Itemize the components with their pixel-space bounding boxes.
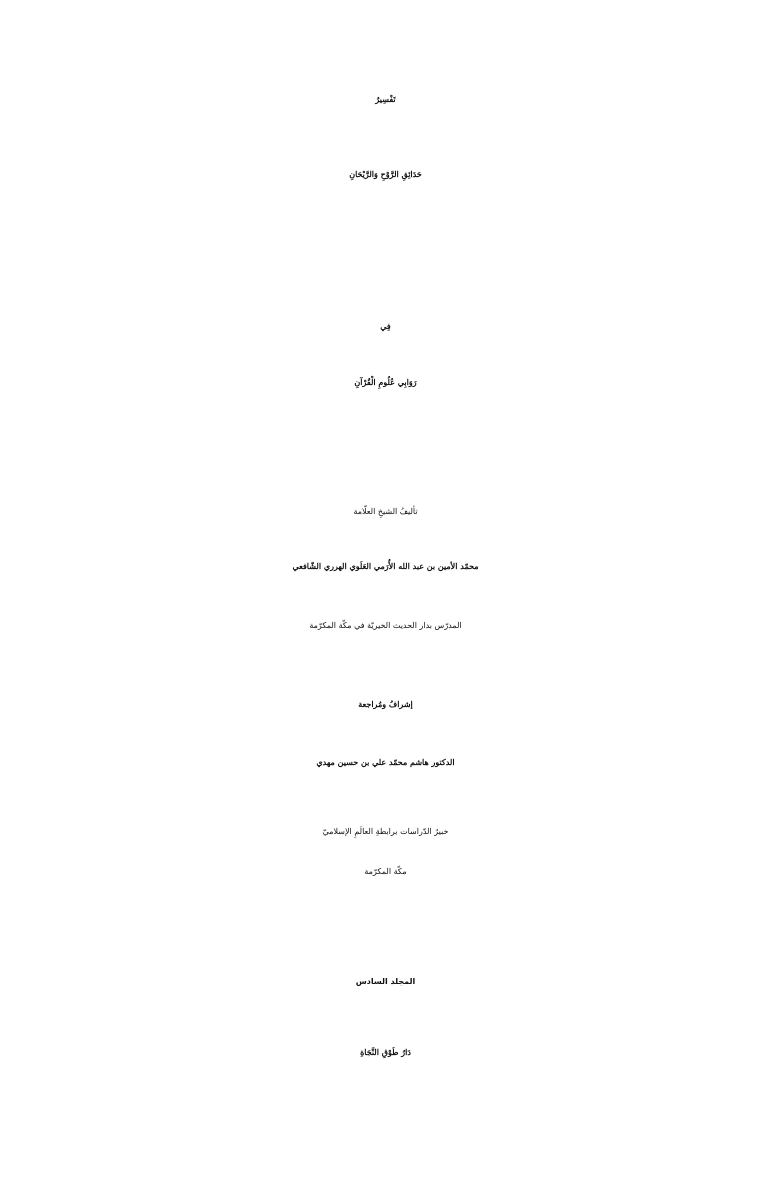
volume-label: المجلد السادس [355, 977, 416, 986]
reviewer-city: مكّة المكرّمة [364, 867, 407, 876]
reviewer-role: خبيرُ الدّراسات برابطةِ العالَمِ الإسلاميّ [322, 827, 449, 836]
author-name: محمّد الأمين بن عبد الله الأُرَمي العَلَوي الهرري الشّافعي [292, 561, 479, 571]
publisher-name: دَارُ طَوْقِ النَّجَاةِ [360, 1047, 411, 1057]
reviewer-name: الدكتور هاشم محمّد علي بن حسين مهدي [316, 757, 455, 767]
author-intro: تأليفُ الشيخِ العلّامة [353, 507, 418, 516]
title-connector: فِي [380, 321, 391, 331]
book-subtitle: رَوَابِي عُلُومِ الْقُرْآنِ [354, 377, 417, 387]
book-title: حَدَائِقِ الرَّوْحِ وَالرَّيْحَانِ [349, 169, 422, 179]
author-role: المدرّس بدار الحديث الخيريّة في مكّة المكرّمة [309, 621, 462, 630]
supervision-label: إشرافُ ومُراجعة [358, 699, 413, 709]
title-prefix: تَفْسِيرُ [375, 94, 396, 104]
